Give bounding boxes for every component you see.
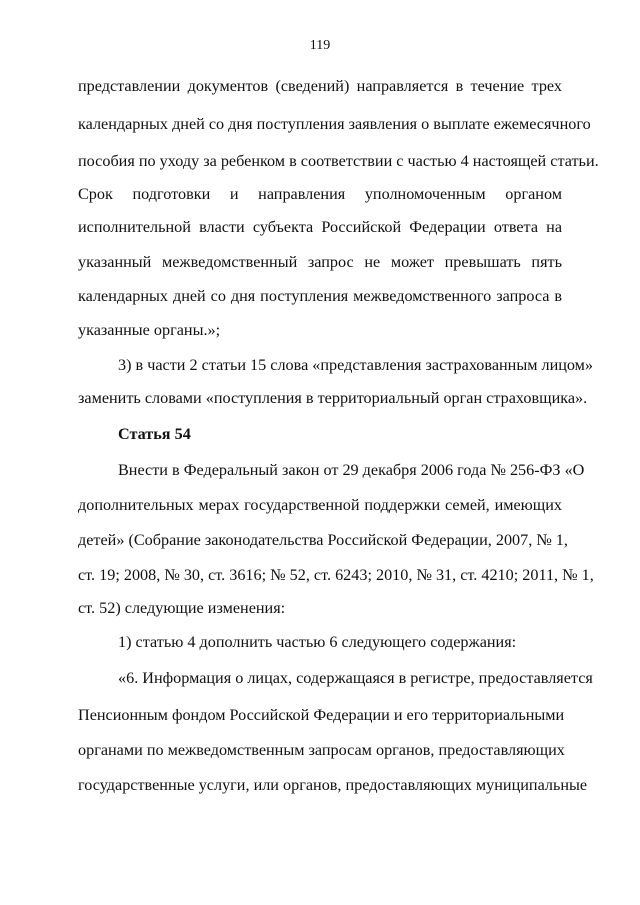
text-line: 3) в части 2 статьи 15 слова «представления застрахованным лицом» (118, 356, 594, 374)
text-line: Внести в Федеральный закон от 29 декабря 2006 года № 256-ФЗ «О (118, 461, 585, 479)
text-line: органами по межведомственным запросам органов, предоставляющих (78, 741, 565, 759)
text-line: ст. 19; 2008, № 30, ст. 3616; № 52, ст. 6243; 2010, № 31, ст. 4210; 2011, № 1, (78, 566, 594, 584)
text-line: указанный межведомственный запрос не может превышать пять (78, 253, 562, 271)
text-line: ст. 52) следующие изменения: (78, 599, 286, 617)
text-line: детей» (Собрание законодательства Российской Федерации, 2007, № 1, (78, 531, 568, 549)
text-line: представлении документов (сведений) направляется в течение трех (78, 77, 562, 95)
page-number: 119 (309, 38, 331, 53)
text-line: Пенсионным фондом Российской Федерации и его территориальными (78, 706, 565, 724)
text-line: дополнительных мерах государственной поддержки семей, имеющих (78, 496, 562, 514)
text-line: календарных дней со дня поступления межведомственного запроса в (78, 287, 562, 305)
text-line: пособия по уходу за ребенком в соответствии с частью 4 настоящей статьи. (78, 152, 599, 170)
text-line: заменить словами «поступления в территориальный орган страховщика». (78, 389, 588, 407)
article-heading: Статья 54 (118, 425, 191, 443)
text-line: Срок подготовки и направления уполномоченным органом (78, 185, 562, 203)
text-line: указанные органы.»; (78, 321, 221, 339)
text-line: государственные услуги, или органов, предоставляющих муниципальные (78, 776, 588, 794)
text-line: календарных дней со дня поступления заявления о выплате ежемесячного (78, 115, 591, 133)
text-line: исполнительной власти субъекта Российской Федерации ответа на (78, 218, 562, 236)
text-line: «6. Информация о лицах, содержащаяся в регистре, предоставляется (118, 669, 593, 687)
text-line: 1) статью 4 дополнить частью 6 следующего содержания: (118, 633, 517, 651)
